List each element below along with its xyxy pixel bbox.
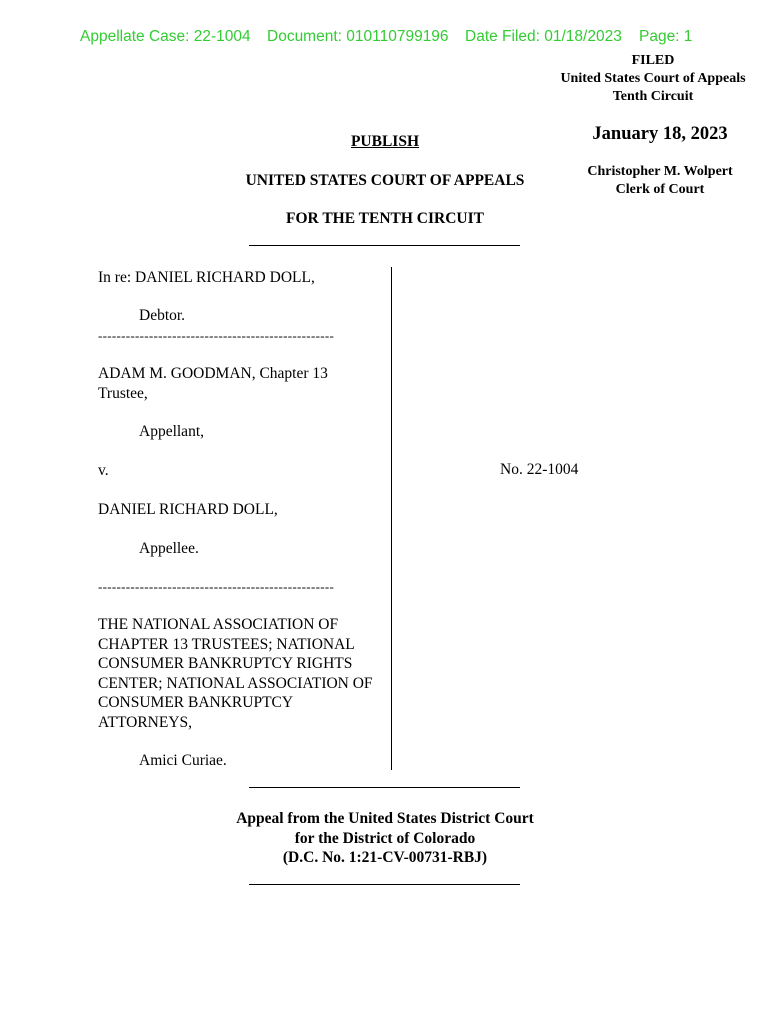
appellee-name: DANIEL RICHARD DOLL, — [98, 501, 278, 518]
document-header — [80, 28, 730, 48]
in-re-line: In re: DANIEL RICHARD DOLL, — [98, 269, 315, 286]
appellant-role: Appellant, — [139, 423, 204, 440]
debtor-role: Debtor. — [139, 307, 186, 324]
filed-stamp — [543, 52, 763, 106]
divider-rule — [249, 884, 520, 885]
filed-court: United States Court of Appeals — [560, 71, 746, 86]
divider-rule — [249, 245, 520, 246]
appellee-role: Appellee. — [139, 540, 199, 557]
circuit-heading: FOR THE TENTH CIRCUIT — [286, 210, 484, 227]
filed-circuit: Tenth Circuit — [612, 89, 694, 104]
date-filed: Date Filed: 01/18/2023 — [465, 28, 622, 45]
amici-role: Amici Curiae. — [139, 752, 227, 769]
divider-rule — [249, 787, 520, 788]
versus: v. — [98, 462, 109, 479]
clerk-name: Christopher M. Wolpert — [587, 164, 733, 179]
docket-number: No. 22-1004 — [500, 461, 579, 478]
caption-vertical-rule — [391, 267, 392, 770]
appellant-name: ADAM M. GOODMAN, Chapter 13 Trustee, — [98, 365, 328, 402]
appeal-block — [185, 809, 585, 868]
appeal-line-1: Appeal from the United States District Court — [236, 810, 534, 827]
appeal-line-3: (D.C. No. 1:21-CV-00731-RBJ) — [282, 849, 488, 866]
document-number: Document: 010110799196 — [267, 28, 449, 45]
court-heading: UNITED STATES COURT OF APPEALS — [245, 172, 525, 189]
filed-label: FILED — [631, 53, 675, 68]
publish-heading: PUBLISH — [350, 133, 420, 150]
appellate-case-number: Appellate Case: 22-1004 — [80, 28, 251, 45]
caption-separator: --------------------------------------------------- — [98, 579, 335, 594]
page-number: Page: 1 — [639, 28, 693, 45]
caption-separator: --------------------------------------------------- — [98, 328, 335, 343]
clerk-title: Clerk of Court — [615, 182, 705, 197]
appeal-line-2: for the District of Colorado — [294, 829, 476, 847]
amici-names: THE NATIONAL ASSOCIATION OF CHAPTER 13 TRUSTEES; NATIONAL CONSUMER BANKRUPTCY RIGHTS CENTER; NATIONAL ASSOCIATION OF CONSUMER BANKRUPTCY ATTORNEYS, — [98, 616, 373, 731]
filed-date: January 18, 2023 — [592, 124, 728, 144]
clerk-block — [555, 163, 765, 199]
